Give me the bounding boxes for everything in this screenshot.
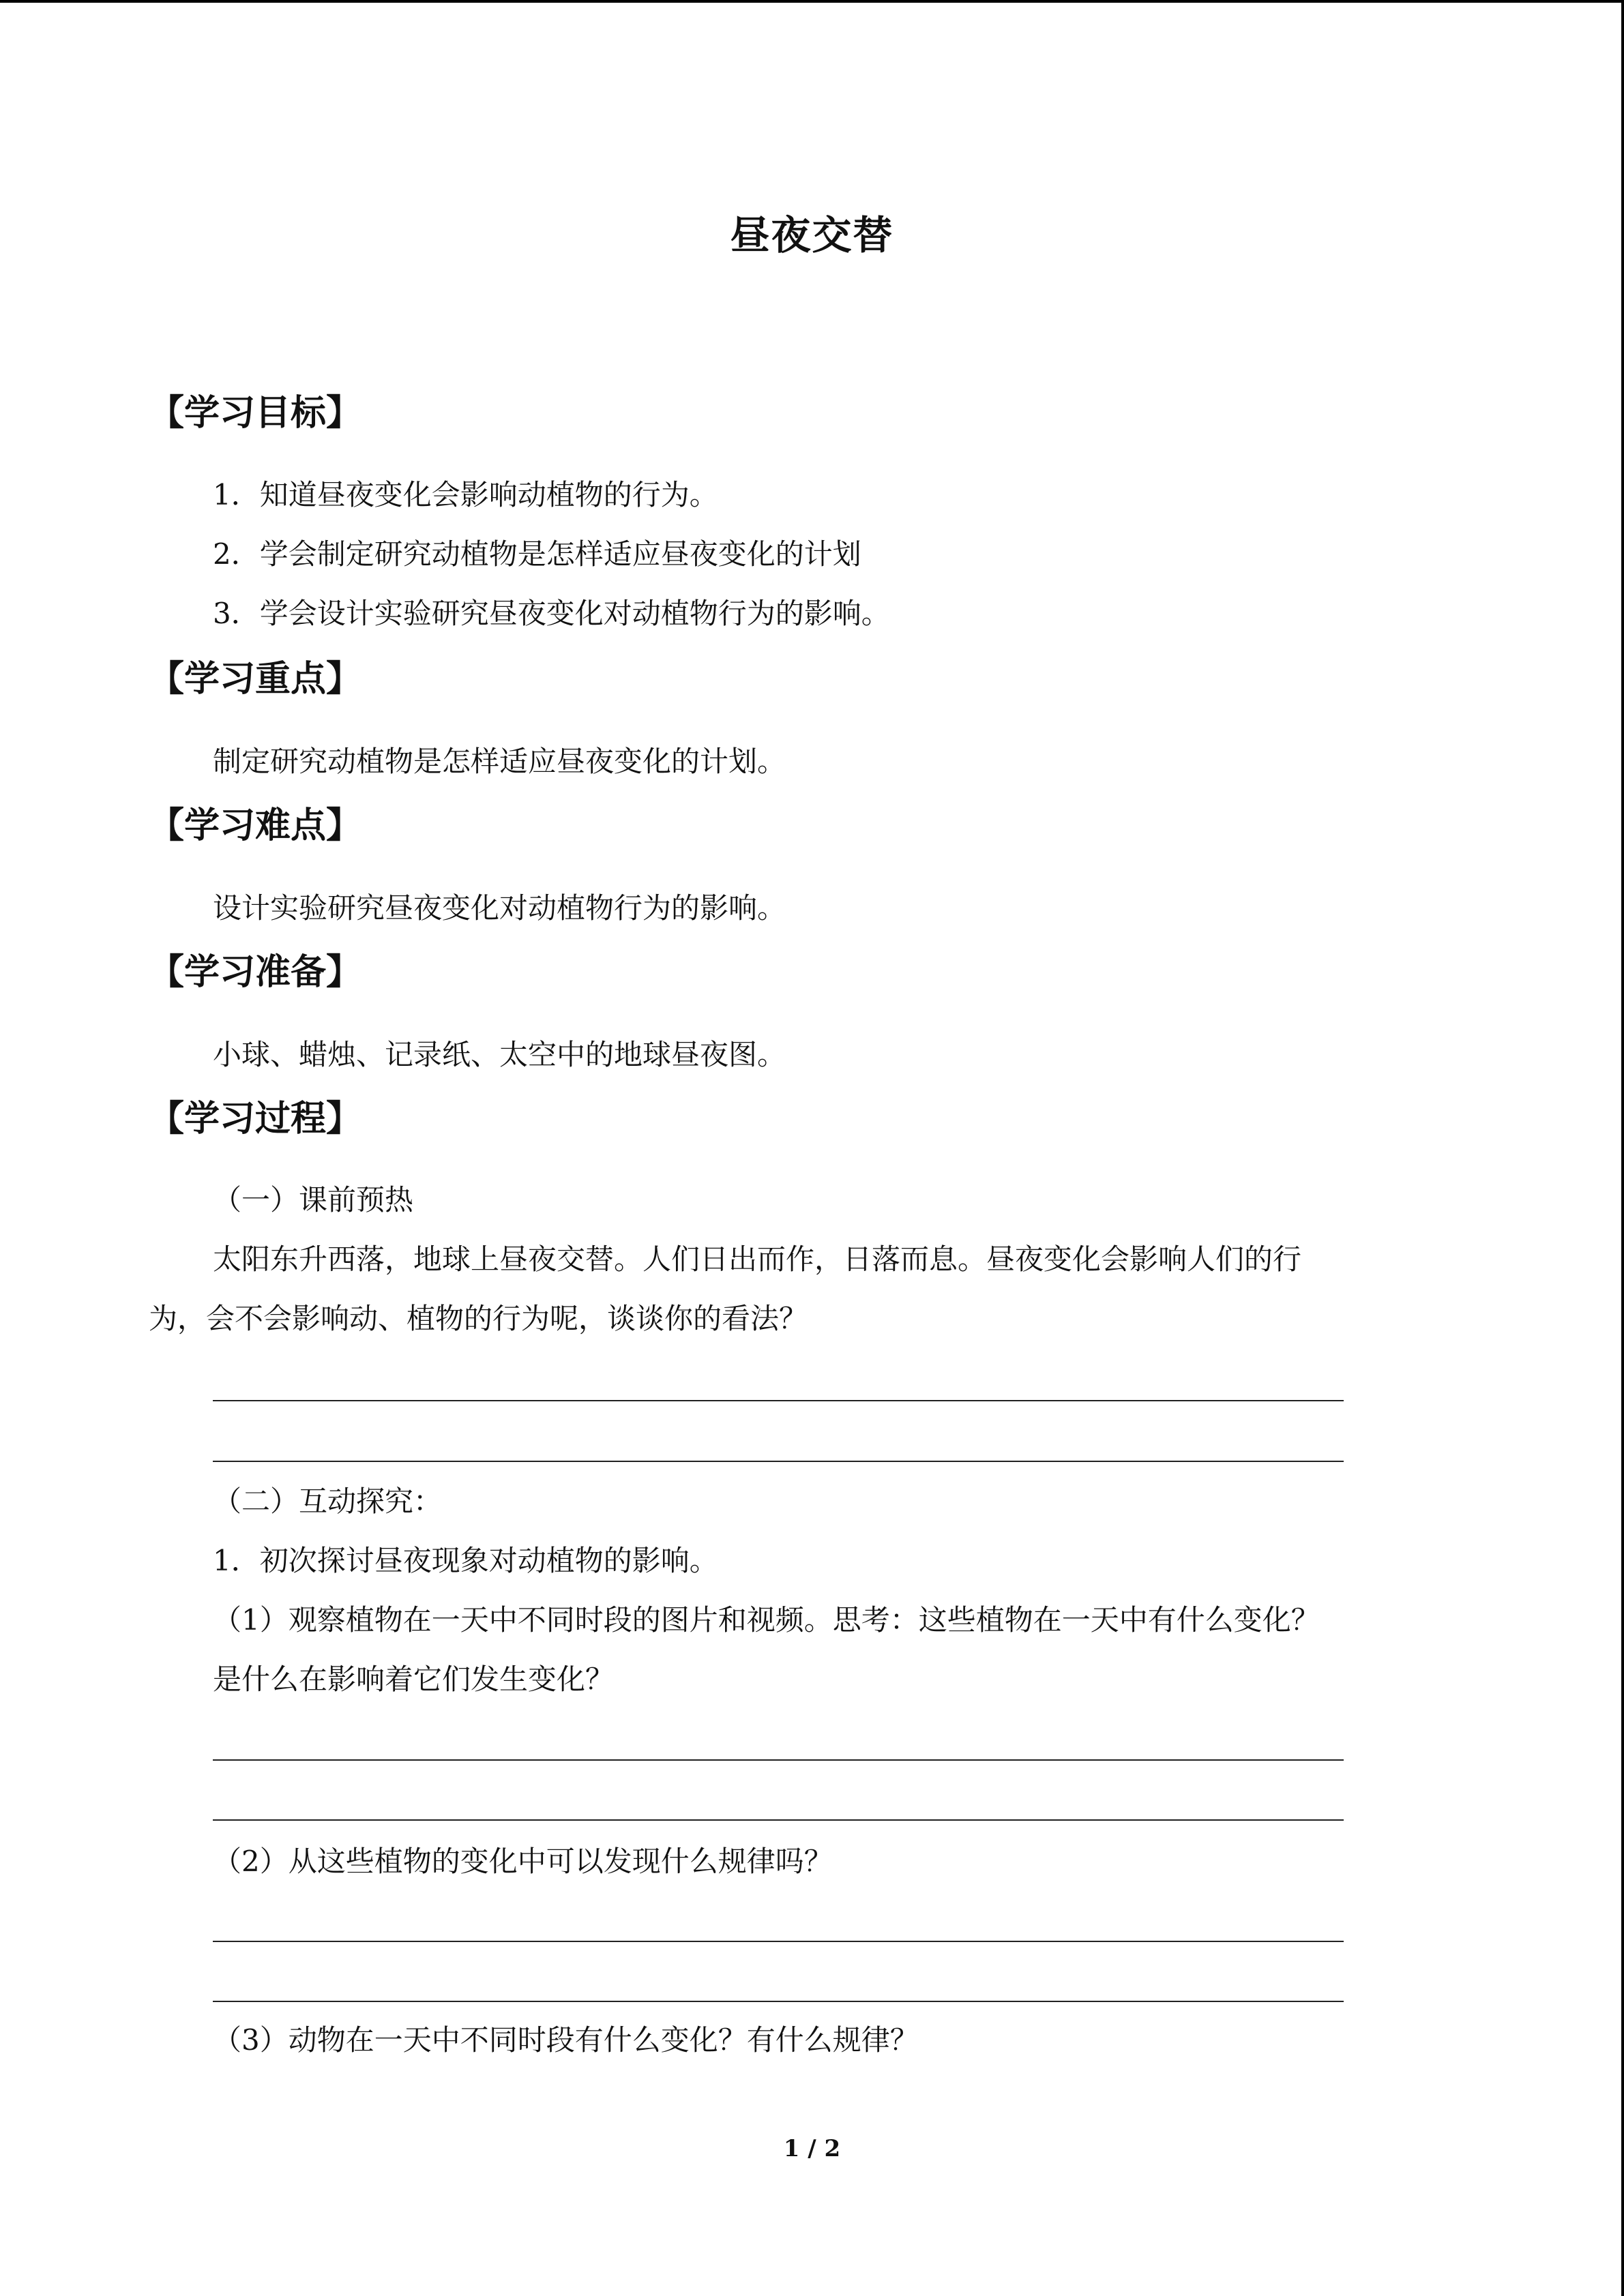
key-points-text: 制定研究动植物是怎样适应昼夜变化的计划。 [213,745,786,778]
difficulties-heading: 【学习难点】 [149,805,362,846]
question-1-line-1: （1）观察植物在一天中不同时段的图片和视频。思考：这些植物在一天中有什么变化？ [213,1603,1320,1637]
preparation-heading: 【学习准备】 [149,952,362,993]
objective-item-1: 1．知道昼夜变化会影响动植物的行为。 [213,478,718,511]
part2-title: （二）互动探究： [213,1485,443,1518]
objectives-heading: 【学习目标】 [149,393,362,434]
page-number: 1 / 2 [783,2135,841,2162]
difficulties-text: 设计实验研究昼夜变化对动植物行为的影响。 [213,891,786,925]
answer-line[interactable] [213,1819,1344,1821]
answer-line[interactable] [213,1461,1344,1462]
objective-item-3: 3．学会设计实验研究昼夜变化对动植物行为的影响。 [213,597,890,630]
document-title: 昼夜交替 [730,212,894,258]
process-heading: 【学习过程】 [149,1099,362,1139]
question-3: （3）动物在一天中不同时段有什么变化？有什么规律？ [213,2023,919,2057]
part1-title: （一）课前预热 [213,1183,414,1217]
question-2: （2）从这些植物的变化中可以发现什么规律吗？ [213,1845,833,1878]
answer-line[interactable] [213,2001,1344,2002]
answer-line[interactable] [213,1400,1344,1401]
part1-paragraph-line-1: 太阳东升西落，地球上昼夜交替。人们日出而作，日落而息。昼夜变化会影响人们的行 [213,1242,1302,1276]
answer-line[interactable] [213,1759,1344,1761]
part1-paragraph-line-2: 为，会不会影响动、植物的行为呢，谈谈你的看法？ [149,1302,808,1335]
part2-item-1: 1．初次探讨昼夜现象对动植物的影响。 [213,1544,718,1577]
question-1-line-2: 是什么在影响着它们发生变化？ [213,1663,615,1696]
answer-line[interactable] [213,1941,1344,1942]
key-points-heading: 【学习重点】 [149,659,362,700]
preparation-text: 小球、蜡烛、记录纸、太空中的地球昼夜图。 [213,1038,786,1071]
objective-item-2: 2．学会制定研究动植物是怎样适应昼夜变化的计划 [213,537,861,571]
